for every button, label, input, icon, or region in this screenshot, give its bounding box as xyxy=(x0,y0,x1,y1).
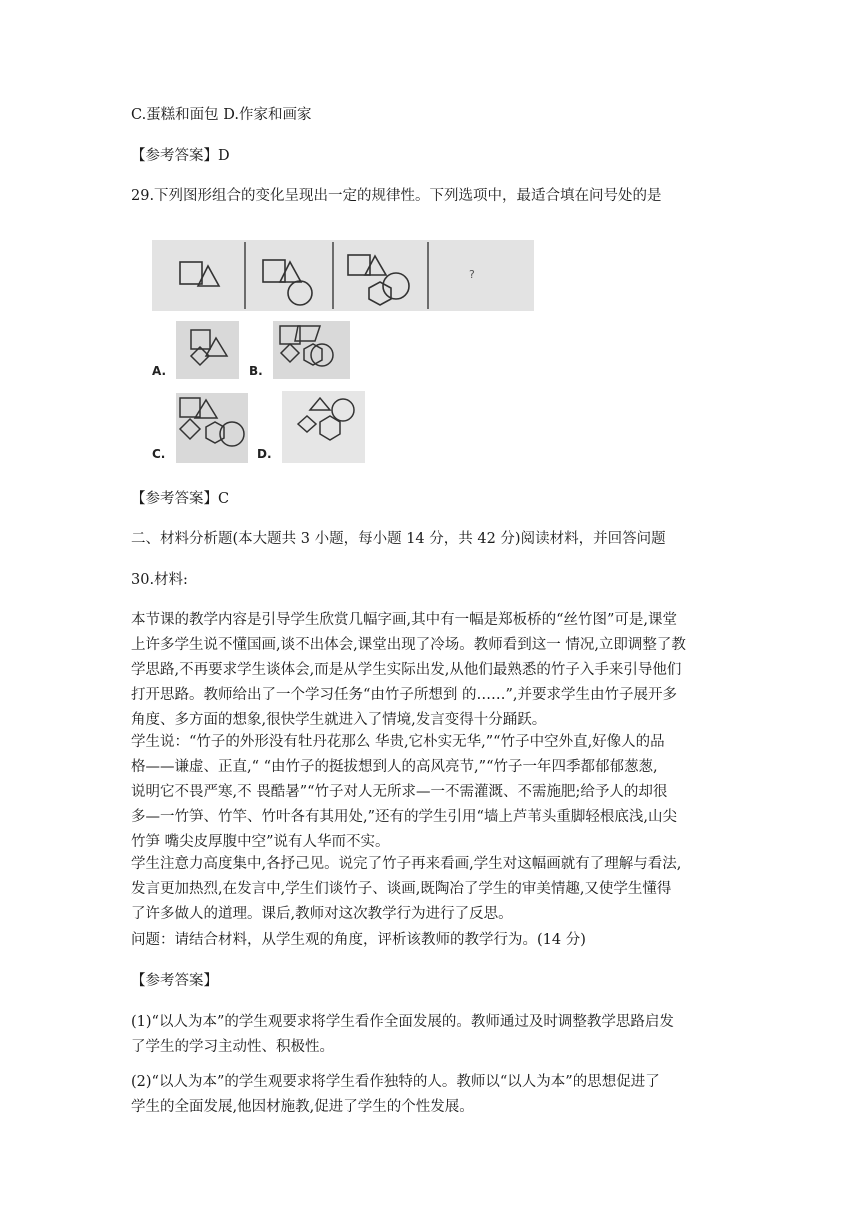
answer-2 xyxy=(131,1070,736,1120)
answer-line: (1)“以人为本”的学生观要求将学生看作全面发展的。教师通过及时调整教学思路启发 xyxy=(131,1014,674,1030)
q29-question: 29.下列图形组合的变化呈现出一定的规律性。下列选项中，最适合填在问号处的是 xyxy=(131,188,662,204)
material-paragraph-1 xyxy=(131,608,736,733)
q30-label: 30.材料: xyxy=(131,572,188,588)
option-d-label: D. xyxy=(257,447,272,461)
material-line: 竹笋 嘴尖皮厚腹中空”说有人华而不实。 xyxy=(131,834,390,850)
material-line: 本节课的教学内容是引导学生欣赏几幅字画,其中有一幅是郑板桥的“丝竹图”可是,课堂 xyxy=(131,612,678,628)
answer-line: (2)“以人为本”的学生观要求将学生看作独特的人。教师以“以人为本”的思想促进了 xyxy=(131,1074,660,1090)
answer-1 xyxy=(131,1010,736,1060)
material-line: 学生注意力高度集中,各抒己见。说完了竹子再来看画,学生对这幅画就有了理解与看法, xyxy=(131,856,682,872)
material-line: 学生说：“竹子的外形没有牡丹花那么 华贵,它朴实无华,”“竹子中空外直,好像人的品 xyxy=(131,734,665,750)
material-line: 说明它不畏严寒,不 畏酷暑”“竹子对人无所求—一不需灌溉、不需施肥;给予人的却很 xyxy=(131,784,668,800)
answer-line: 学生的全面发展,他因材施教,促进了学生的个性发展。 xyxy=(131,1099,474,1115)
pattern-figure xyxy=(150,238,540,468)
material-line: 角度、多方面的想象,很快学生就进入了情境,发言变得十分踊跃。 xyxy=(131,712,547,728)
section-header: 二、材料分析题(本大题共 3 小题，每小题 14 分，共 42 分)阅读材料，并回答问题 xyxy=(131,531,666,547)
material-line: 打开思路。教师给出了一个学习任务“由竹子所想到 的……”,并要求学生由竹子展开多 xyxy=(131,687,678,703)
question-prompt: 问题：请结合材料，从学生观的角度，评析该教师的教学行为。(14 分) xyxy=(131,932,586,948)
material-line: 发言更加热烈,在发言中,学生们谈竹子、谈画,既陶冶了学生的审美情趣,又使学生懂得 xyxy=(131,881,672,897)
option-b-label: B. xyxy=(249,364,263,378)
q29-answer: 【参考答案】C xyxy=(131,491,230,507)
q28-answer: 【参考答案】D xyxy=(131,148,230,164)
material-paragraph-2 xyxy=(131,730,736,855)
material-line: 多—一竹笋、竹竿、竹叶各有其用处,”还有的学生引用“墙上芦苇头重脚轻根底浅,山尖 xyxy=(131,809,678,825)
material-line: 格——谦虚、正直,“ “由竹子的挺拔想到人的高风亮节,”“竹子一年四季都郁郁葱葱, xyxy=(131,759,658,775)
question-mark: ? xyxy=(469,268,475,281)
option-c-label: C. xyxy=(152,447,166,461)
material-line: 学思路,不再要求学生谈体会,而是从学生实际出发,从他们最熟悉的竹子入手来引导他们 xyxy=(131,662,682,678)
answer-line: 了学生的学习主动性、积极性。 xyxy=(131,1039,334,1055)
q28-options: C.蛋糕和面包 D.作家和画家 xyxy=(131,107,312,123)
material-line: 上许多学生说不懂国画,谈不出体会,课堂出现了冷场。教师看到这一 情况,立即调整了教 xyxy=(131,637,686,653)
material-line: 了许多做人的道理。课后,教师对这次教学行为进行了反思。 xyxy=(131,906,513,922)
option-c-image xyxy=(176,393,248,463)
answer-header: 【参考答案】 xyxy=(131,973,218,989)
sequence-strip xyxy=(152,240,534,311)
material-paragraph-3 xyxy=(131,852,736,927)
option-a-label: A. xyxy=(152,364,167,378)
